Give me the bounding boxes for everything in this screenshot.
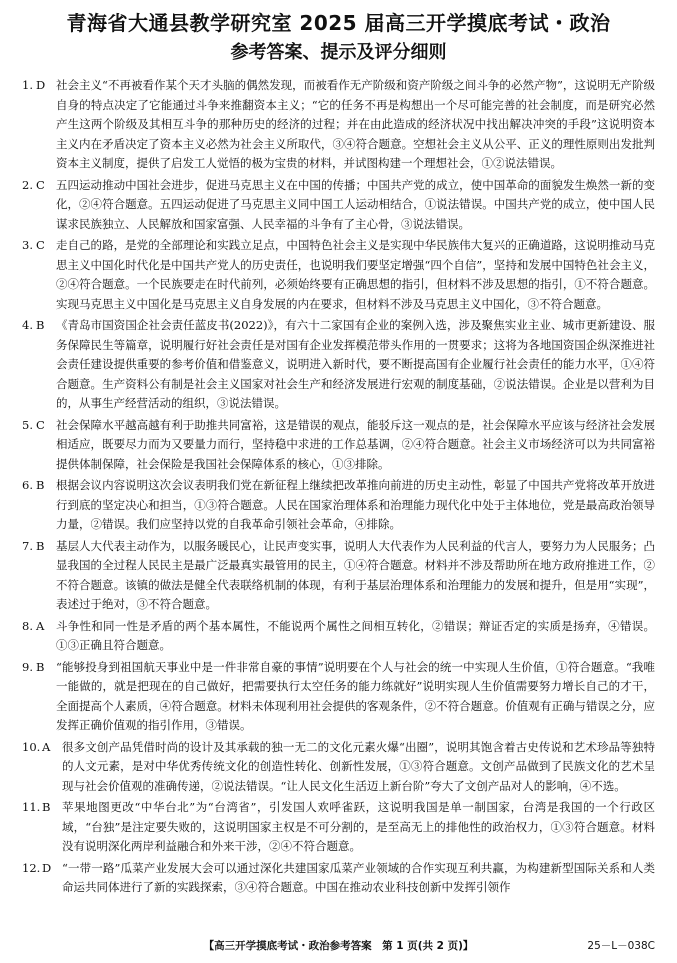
footer-page-info: 【高三开学摸底考试・政治参考答案 第 1 页(共 2 页)】 <box>203 940 474 952</box>
question-number: 2. <box>22 177 33 192</box>
question-number: 12. <box>22 860 41 875</box>
answer-letter: B <box>42 800 51 814</box>
answer-item <box>22 236 655 314</box>
question-number: 9. <box>22 659 33 674</box>
explanation-text: 社会主义“不再被看作某个天才头脑的偶然发现，而被看作无产阶级和资产阶级之间斗争的必然产物”，这说明无产阶级自身的特点决定了它能通过斗争来推翻资本主义；“它的任务不再是构想出一个尽可能完善的社会制度，而是研究必然产生这两个阶级及其相互斗争的那种历史的经济的过程；并在由此造成的经济状况中找出解决冲突的手段”这说明资本主义内在矛盾决定了资本主义必然为社会主义所取代，③④符合题意。空想社会主义从公平、正义的理性原则出发批判资本主义制度，提供了启发工人觉悟的极为宝贵的材料，并试图构建一个理想社会，①②说法错误。 <box>56 78 655 170</box>
answer-item <box>22 476 655 535</box>
answer-letter: B <box>36 659 45 674</box>
answer-item <box>22 658 655 736</box>
answer-item <box>22 176 655 235</box>
page-subtitle: 参考答案、提示及评分细则 <box>230 42 447 63</box>
answer-letter: B <box>36 478 45 492</box>
answer-letter: C <box>36 417 45 432</box>
answer-item <box>22 617 655 656</box>
explanation-text: 五四运动推动中国社会进步，促进马克思主义在中国的传播；中国共产党的成立，使中国革命的面貌发生焕然一新的变化，②④符合题意。五四运动促进了马克思主义同中国工人运动相结合，①说法错误。中国共产党的成立，使中国人民谋求民族独立、人民解放和国家富强、人民幸福的斗争有了主心骨，③说法错误。 <box>56 177 655 231</box>
question-number: 1. <box>22 78 33 92</box>
explanation-text: 《青岛市国资国企社会责任蓝皮书(2022)》，有六十二家国有企业的案例入选，涉及聚焦实业主业、城市更新建设、服务保障民生等篇章，说明履行好社会责任是对国有企业发挥模范带头作用的一贯要求；这将为各地国资国企纵深推进社会责任建设提供重要的参考价值和借鉴意义，说明进入新时代，要不断提高国有企业履行社会责任的能力水平，①④符合题意。生产资料公有制是社会主义国家对社会生产和经济发展进行宏观的制度基础，②说法错误。企业是以营利为目的，从事生产经营活动的组织，③说法错误。 <box>56 318 655 410</box>
answer-letter: B <box>36 318 45 332</box>
explanation-text: “能够投身到祖国航天事业中是一件非常自豪的事情”说明要在个人与社会的统一中实现人生价值，①符合题意。“我唯一能做的，就是把现在的自己做好，把需要执行太空任务的能力练就好”说明实现人生价值需要努力增长自己的才干，全面提高个人素质，④符合题意。材料未体现利用社会提供的客观条件，②不符合题意。价值观有正确与错误之分，应发挥正确价值观的指引作用，③错误。 <box>56 659 655 732</box>
footer-exam-code: 25－L－038C <box>587 940 655 952</box>
question-number: 6. <box>22 478 33 492</box>
answer-list <box>22 76 655 898</box>
explanation-text: 根据会议内容说明这次会议表明我们党在新征程上继续把改革推向前进的历史主动性，彰显了中国共产党将改革开放进行到底的坚定决心和担当，①③符合题意。人民在国家治理体系和治理能力现代化中处于主体地位，党是最高政治领导力量，②错误。我们应坚持以党的自我革命引领社会革命，④排除。 <box>56 478 655 531</box>
answer-item <box>22 859 655 898</box>
question-number: 8. <box>22 618 33 633</box>
question-number: 11. <box>22 800 41 814</box>
answer-letter: A <box>36 618 45 633</box>
explanation-text: 走自己的路，是党的全部理论和实践立足点，中国特色社会主义是实现中华民族伟大复兴的正确道路，这说明推动马克思主义中国化时代化是中国共产党人的历史责任，也说明我们要坚定增强“四个自信”，坚持和发展中国特色社会主义，②④符合题意。一个民族要走在时代前列，必须始终要有正确思想的指引，但材料不涉及思想的指引，①不符合题意。实现马克思主义中国化是马克思主义自身发展的内在要求，但材料不涉及马克思主义中国化，③不符合题意。 <box>56 238 655 311</box>
question-number: 5. <box>22 417 33 432</box>
answer-letter: B <box>36 538 45 553</box>
answer-item <box>22 798 655 857</box>
explanation-text: 很多文创产品凭借时尚的设计及其承载的独一无二的文化元素火爆“出圈”，说明其饱含着古史传说和艺术珍品等独特的人文元素，是对中华优秀传统文化的创造性转化、创新性发展，①③符合题意。文创产品做到了民族文化的艺术呈现与社会价值观的准确传递，②说法错误。“让人民文化生活迈上新台阶”夸大了文创产品对人的影响，④不选。 <box>62 739 655 793</box>
answer-letter: C <box>36 238 45 252</box>
answer-item <box>22 738 655 797</box>
explanation-text: “一带一路”瓜菜产业发展大会可以通过深化共建国家瓜菜产业领域的合作实现互利共赢，为构建新型国际关系和人类命运共同体进行了新的实践探索，③④符合题意。中国在推动农业科技创新中发挥引领作 <box>62 860 655 894</box>
question-number: 10. <box>22 739 41 754</box>
explanation-text: 基层人大代表主动作为，以服务暖民心，让民声变实事，说明人大代表作为人民利益的代言人，要努力为人民服务；凸显我国的全过程人民民主是最广泛最真实最管用的民主，①④符合题意。材料并不涉及帮助所在地方政府推进工作，②不符合题意。该镇的做法是健全代表联络机制的体现，有利于基层治理体系和治理能力的发展和提升，但是用“实现”，表述过于绝对，③不符合题意。 <box>56 538 655 611</box>
explanation-text: 社会保障水平越高越有利于助推共同富裕，这是错误的观点，能驳斥这一观点的是，社会保障水平应该与经济社会发展相适应，既要尽力而为又要量力而行，坚持稳中求进的工作总基调，②④符合题意。社会主义市场经济可以为共同富裕提供体制保障，社会保险是我国社会保障体系的核心，①③排除。 <box>56 417 655 471</box>
answer-item <box>22 316 655 414</box>
page-title: 青海省大通县教学研究室 2025 届高三开学摸底考试・政治 <box>66 11 611 35</box>
explanation-text: 斗争性和同一性是矛盾的两个基本属性，不能说两个属性之间相互转化，②错误；辩证否定的实质是扬弃，④错误。①③正确且符合题意。 <box>56 618 655 652</box>
question-number: 7. <box>22 538 33 553</box>
answer-letter: D <box>42 860 52 875</box>
answer-item <box>22 76 655 174</box>
answer-letter: A <box>42 739 51 754</box>
question-number: 4. <box>22 318 33 332</box>
question-number: 3. <box>22 238 33 252</box>
page-footer <box>0 938 677 958</box>
answer-item <box>22 416 655 475</box>
answer-item <box>22 537 655 615</box>
answer-letter: C <box>36 177 45 192</box>
answer-letter: D <box>36 78 46 92</box>
explanation-text: 苹果地图更改“中华台北”为“台湾省”，引发国人欢呼雀跃，这说明我国是单一制国家，台湾是我国的一个行政区域，“台独”是注定要失败的，这说明国家主权是不可分割的，是至高无上的排他性的政治权力，①③符合题意。材料没有说明深化两岸利益融合和外来干涉，②④不符合题意。 <box>62 800 655 853</box>
